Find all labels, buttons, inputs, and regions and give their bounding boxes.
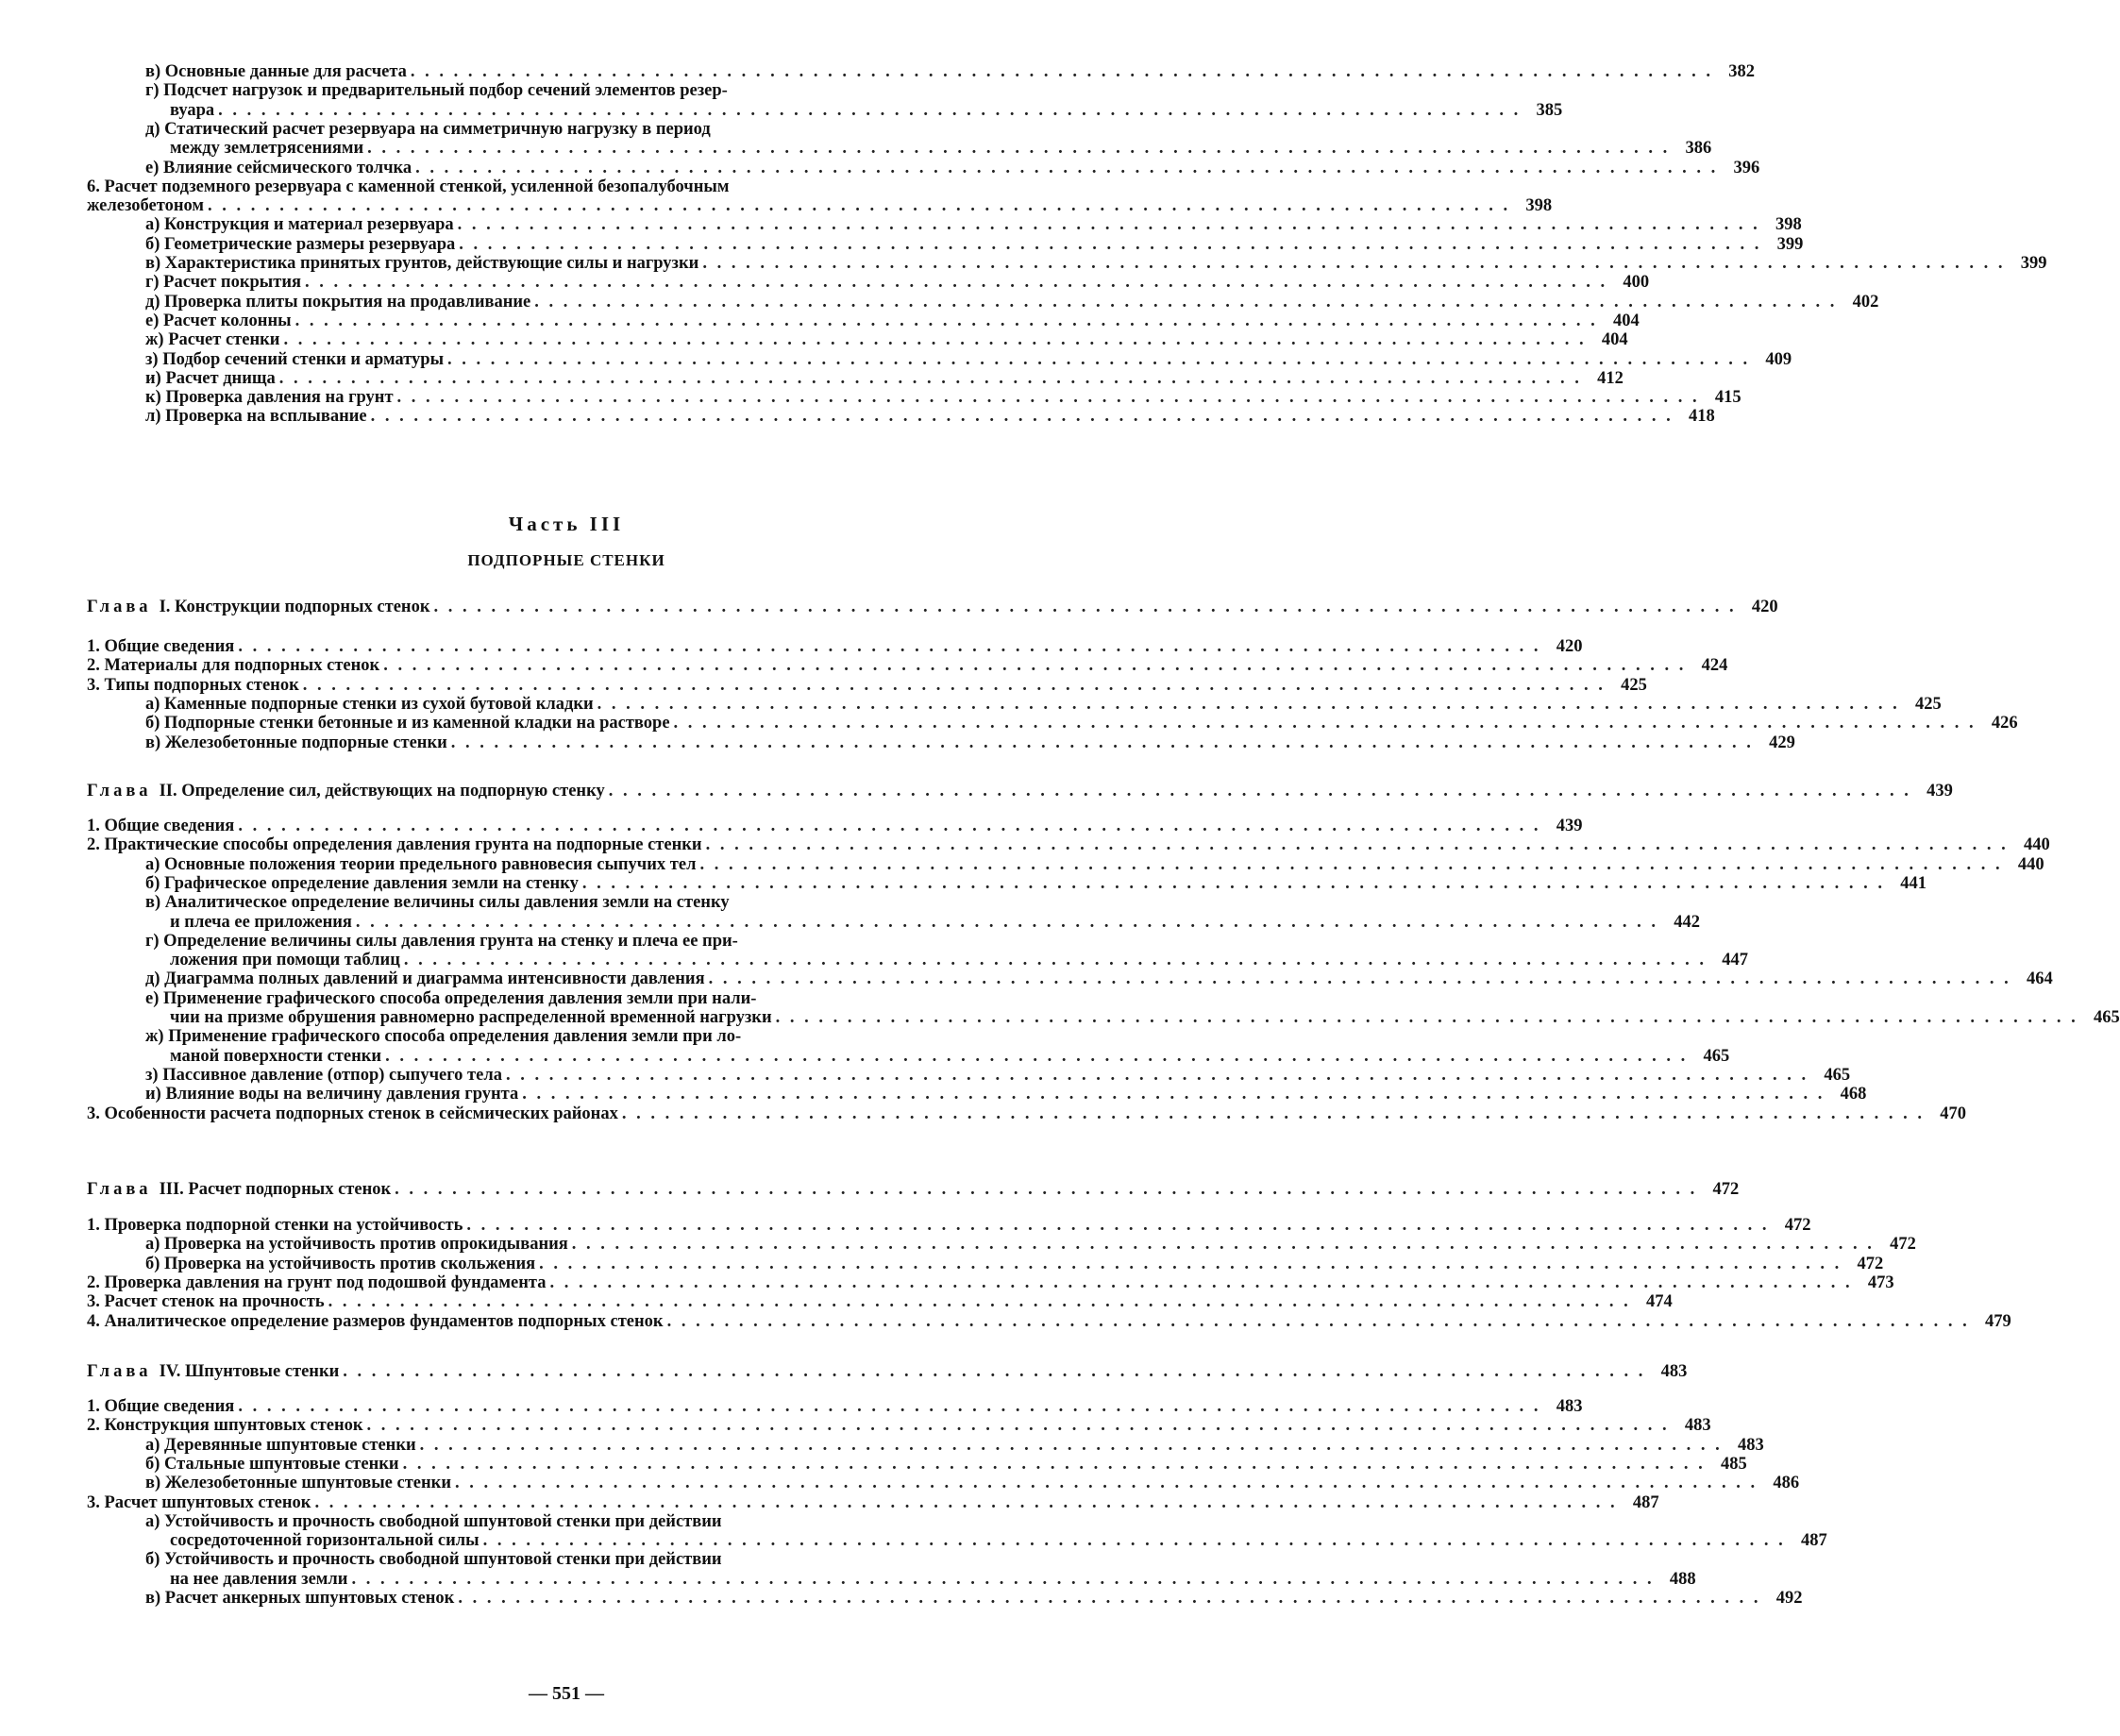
toc-entry-label: 2. Практические способы определения давления грунта на подпорные стенки: [87, 835, 702, 855]
toc-entry-continuation: чии на призме обрушения равномерно распределенной временной нагрузки: [170, 1008, 772, 1027]
toc-entry-label: б) Графическое определение давления земли на стенку: [145, 873, 579, 893]
toc-entry-label: 1. Общие сведения: [87, 1397, 235, 1416]
toc-page-number: 465: [1824, 1065, 1851, 1085]
chapter-prefix: Глава: [87, 598, 152, 616]
toc-entry[interactable]: [87, 1311, 2011, 1332]
chapter-heading[interactable]: [87, 1362, 1688, 1382]
chapter-page-number: 439: [1927, 782, 1953, 801]
toc-page-number: 488: [1669, 1569, 1696, 1589]
toc-page-number: 420: [1556, 637, 1583, 656]
toc-entry[interactable]: [145, 1254, 1884, 1274]
dot-leader: [451, 733, 1754, 753]
toc-entry-label: 3. Расчет шпунтовых стенок: [87, 1492, 311, 1512]
toc-entry[interactable]: [145, 234, 1804, 255]
toc-entry[interactable]: [170, 139, 1712, 159]
toc-entry[interactable]: [170, 912, 1701, 933]
toc-entry[interactable]: [145, 854, 2044, 875]
toc-entry-label: 1. Общие сведения: [87, 637, 235, 656]
toc-page-number: 485: [1720, 1454, 1747, 1474]
toc-page-number: 425: [1915, 694, 1942, 714]
toc-entry[interactable]: [145, 407, 1715, 427]
toc-entry-label: 3. Расчет стенок на прочность: [87, 1292, 325, 1312]
chapter-title: III. Расчет подпорных стенок: [159, 1180, 392, 1199]
toc-page-number: 442: [1674, 912, 1701, 932]
toc-page-number: 398: [1775, 215, 1802, 235]
toc-entry[interactable]: [170, 1046, 1730, 1067]
toc-entry[interactable]: [145, 330, 1628, 350]
toc-entry[interactable]: [145, 1589, 1803, 1609]
toc-entry-label: б) Проверка на устойчивость против скольжения: [145, 1254, 536, 1273]
dot-leader: [622, 1104, 1925, 1124]
toc-entry-label: 6. Расчет подземного резервуара с каменной стенкой, усиленной безопалубочным: [87, 177, 730, 196]
toc-entry[interactable]: [170, 1008, 2120, 1028]
toc-page-number: 472: [1784, 1216, 1811, 1235]
toc-page-number: 441: [1900, 873, 1927, 893]
dot-leader: [483, 1531, 1786, 1551]
toc-entry-label: г) Расчет покрытия: [145, 273, 301, 293]
toc-entry-label: в) Расчет анкерных шпунтовых стенок: [145, 1589, 455, 1608]
toc-page-number: 447: [1722, 951, 1748, 970]
toc-entry-label: б) Стальные шпунтовые стенки: [145, 1454, 399, 1474]
dot-leader: [238, 637, 1540, 657]
dot-leader: [572, 1235, 1875, 1255]
toc-entry-label: г) Подсчет нагрузок и предварительный подбор сечений элементов резер-: [145, 81, 728, 101]
toc-entry-label: д) Диаграмма полных давлений и диаграмма интенсивности давления: [145, 969, 705, 989]
dot-leader: [351, 1570, 1654, 1590]
toc-page-number: 440: [2023, 835, 2050, 855]
toc-entry[interactable]: [145, 1435, 1764, 1456]
toc-page-number: 483: [1684, 1416, 1711, 1436]
toc-entry[interactable]: [87, 1492, 1659, 1513]
toc-page-number: 418: [1688, 407, 1715, 427]
dot-leader: [674, 714, 1977, 733]
toc-page-number: 472: [1890, 1235, 1916, 1255]
toc-entry[interactable]: [145, 714, 2018, 733]
dot-leader: [218, 101, 1521, 121]
toc-entry[interactable]: [145, 388, 1741, 408]
dot-leader: [395, 1180, 1697, 1200]
toc-entry-label: б) Подпорные стенки бетонные и из каменной кладки на растворе: [145, 714, 670, 733]
toc-entry-label: и) Влияние воды на величину давления грунта: [145, 1085, 519, 1104]
dot-leader: [305, 273, 1607, 293]
toc-entry[interactable]: [170, 1531, 1827, 1551]
toc-entry[interactable]: [145, 1065, 1851, 1086]
toc-entry-label: а) Каменные подпорные стенки из сухой бутовой кладки: [145, 694, 594, 714]
toc-entry[interactable]: [87, 1273, 1894, 1293]
toc-entry-label: ж) Расчет стенки: [145, 330, 280, 350]
toc-page-number: 487: [1800, 1531, 1827, 1551]
toc-entry-label: к) Проверка давления на грунт: [145, 388, 394, 408]
dot-leader: [776, 1008, 2078, 1028]
toc-entry-label: е) Влияние сейсмического толчка: [145, 158, 412, 177]
dot-leader: [709, 969, 2011, 989]
toc-entry[interactable]: [145, 1474, 1800, 1493]
dot-leader: [522, 1085, 1825, 1104]
dot-leader: [404, 951, 1707, 970]
toc-entry-label: з) Подбор сечений стенки и арматуры: [145, 349, 445, 369]
toc-entry-label: 1. Проверка подпорной стенки на устойчивость: [87, 1216, 463, 1235]
dot-leader: [667, 1312, 1970, 1332]
toc-entry-continuation: между землетрясениями: [170, 139, 364, 159]
toc-page-number: 486: [1773, 1474, 1800, 1493]
toc-entry-label: в) Характеристика принятых грунтов, действующие силы и нагрузки: [145, 254, 699, 273]
dot-leader: [415, 159, 1718, 178]
toc-entry-label: в) Железобетонные подпорные стенки: [145, 733, 447, 752]
toc-page-number: 398: [1525, 196, 1553, 216]
toc-entry[interactable]: [145, 1235, 1916, 1255]
toc-page-number: 483: [1556, 1397, 1583, 1416]
dot-leader: [455, 1474, 1758, 1493]
dot-leader: [367, 139, 1670, 159]
toc-entry-label: е) Применение графического способа определения давления земли при нали-: [145, 988, 757, 1008]
toc-entry[interactable]: [145, 158, 1760, 178]
toc-page-number: 470: [1940, 1104, 1966, 1123]
toc-entry-label: а) Устойчивость и прочность свободной шпунтовой стенки при действии: [145, 1511, 722, 1531]
toc-entry[interactable]: [87, 675, 1647, 696]
dot-leader: [466, 1216, 1769, 1236]
chapter-page-number: 483: [1660, 1362, 1688, 1381]
toc-page-number: 404: [1612, 311, 1640, 330]
dot-leader: [706, 835, 2009, 855]
toc-page-number: 440: [2017, 854, 2044, 874]
toc-entry[interactable]: [87, 1292, 1673, 1312]
dot-leader: [459, 235, 1761, 255]
dot-leader: [367, 1416, 1670, 1436]
toc-entry[interactable]: [87, 1216, 1811, 1236]
dot-leader: [238, 1397, 1540, 1417]
part-title: Часть III: [508, 513, 625, 535]
toc-entry[interactable]: [145, 273, 1650, 293]
dot-leader: [534, 293, 1837, 312]
toc-entry[interactable]: [145, 873, 1927, 894]
toc-entry[interactable]: [145, 733, 1795, 753]
dot-leader: [597, 695, 1900, 715]
toc-entry[interactable]: [145, 1454, 1747, 1475]
toc-page-number: 385: [1536, 100, 1563, 120]
dot-leader: [420, 1436, 1723, 1456]
toc-entry-continuation: и плеча ее приложения: [170, 912, 352, 932]
chapter-prefix: Глава: [87, 1180, 152, 1199]
toc-page-number: 426: [1991, 714, 2018, 733]
toc-entry-label: а) Основные положения теории предельного равновесия сыпучих тел: [145, 854, 697, 874]
dot-leader: [506, 1066, 1809, 1086]
dot-leader: [609, 782, 1911, 801]
chapter-title: I. Конструкции подпорных стенок: [159, 598, 430, 616]
toc-entry-label: а) Деревянные шпунтовые стенки: [145, 1435, 416, 1455]
dot-leader: [403, 1455, 1706, 1475]
toc-entry-continuation: вуара: [170, 100, 215, 120]
dot-leader: [397, 388, 1700, 408]
toc-page-number: 415: [1714, 388, 1741, 408]
toc-entry-label: 2. Материалы для подпорных стенок: [87, 656, 380, 676]
dot-leader: [702, 254, 2005, 274]
toc-page-number: 425: [1621, 675, 1647, 695]
toc-entry[interactable]: [87, 1104, 1966, 1124]
dot-leader: [343, 1362, 1645, 1382]
toc-entry-label: 4. Аналитическое определение размеров фундаментов подпорных стенок: [87, 1311, 664, 1331]
toc-entry-label: а) Конструкция и материал резервуара: [145, 215, 454, 235]
toc-page-number: 429: [1769, 733, 1795, 752]
toc-entry-continuation: маной поверхности стенки: [170, 1046, 382, 1066]
toc-entry-label: 1. Общие сведения: [87, 817, 235, 835]
toc-entry[interactable]: [145, 215, 1802, 235]
toc-entry-label: и) Расчет днища: [145, 368, 276, 388]
part-subtitle: ПОДПОРНЫЕ СТЕНКИ: [467, 551, 665, 569]
chapter-heading[interactable]: [87, 1180, 1740, 1200]
dot-leader: [411, 62, 1713, 82]
dot-leader: [582, 874, 1885, 894]
toc-entry[interactable]: [87, 196, 1553, 216]
toc-entry-label: в) Основные данные для расчета: [145, 62, 407, 81]
toc-page-number: 404: [1601, 330, 1628, 350]
toc-entry[interactable]: [145, 368, 1624, 389]
toc-entry[interactable]: [87, 817, 1583, 836]
dot-leader: [279, 369, 1582, 389]
toc-page-number: 400: [1623, 273, 1650, 293]
toc-page-number: 465: [2094, 1008, 2120, 1027]
toc-entry-label: д) Статический расчет резервуара на симметричную нагрузку в период: [145, 119, 711, 139]
toc-entry[interactable]: [145, 349, 1792, 370]
toc-entry-label: л) Проверка на всплывание: [145, 407, 367, 427]
toc-page-number: 399: [2020, 254, 2047, 273]
toc-entry-label: 2. Конструкция шпунтовых стенок: [87, 1416, 363, 1436]
toc-page-number: 468: [1840, 1085, 1867, 1104]
toc-entry[interactable]: [87, 1416, 1711, 1436]
dot-leader: [458, 215, 1760, 235]
toc-entry-label: 2. Проверка давления на грунт под подошвой фундамента: [87, 1273, 547, 1292]
toc-page-number: 399: [1776, 234, 1804, 254]
toc-page-number: 479: [1984, 1311, 2011, 1331]
toc-entry-label: а) Проверка на устойчивость против опрокидывания: [145, 1235, 568, 1255]
toc-page-number: 465: [1703, 1046, 1730, 1066]
toc-page-number: 472: [1857, 1254, 1884, 1273]
chapter-heading[interactable]: [87, 782, 1953, 801]
toc-page-number: 412: [1597, 368, 1624, 388]
toc-page-number: 386: [1685, 139, 1712, 159]
toc-entry[interactable]: [87, 1397, 1583, 1417]
toc-page-number: 492: [1775, 1589, 1803, 1608]
dot-leader: [283, 330, 1586, 350]
dot-leader: [208, 196, 1510, 216]
toc-entry-continuation: железобетоном: [87, 196, 205, 216]
toc-entry-label: 3. Типы подпорных стенок: [87, 675, 299, 695]
chapter-page-number: 472: [1712, 1180, 1740, 1199]
toc-page-number: 487: [1632, 1492, 1659, 1512]
toc-page-number: 474: [1646, 1292, 1673, 1312]
dot-leader: [447, 350, 1750, 370]
chapter-heading[interactable]: [87, 598, 1778, 617]
toc-page-number: 483: [1738, 1435, 1764, 1455]
toc-entry[interactable]: [145, 254, 2047, 274]
toc-entry[interactable]: [87, 835, 2050, 855]
dot-leader: [295, 312, 1598, 331]
toc-entry[interactable]: [170, 1569, 1696, 1590]
toc-page-number: 473: [1867, 1273, 1894, 1292]
dot-leader: [328, 1292, 1631, 1312]
toc-entry-label: з) Пассивное давление (отпор) сыпучего тела: [145, 1065, 502, 1085]
toc-entry[interactable]: [145, 292, 1879, 312]
toc-page-number: 402: [1852, 292, 1879, 312]
toc-entry-continuation: сосредоточенной горизонтальной силы: [170, 1531, 480, 1551]
toc-entry-label: д) Проверка плиты покрытия на продавливание: [145, 292, 531, 312]
dot-leader: [371, 407, 1674, 427]
dot-leader: [385, 1047, 1688, 1067]
chapter-prefix: Глава: [87, 782, 152, 801]
toc-entry-continuation: на нее давления земли: [170, 1569, 348, 1589]
toc-entry-label: г) Определение величины силы давления грунта на стенку и плеча ее при-: [145, 931, 738, 951]
toc-entry-label: б) Устойчивость и прочность свободной шпунтовой стенки при действии: [145, 1550, 722, 1570]
toc-page-number: 382: [1728, 62, 1756, 81]
toc-entry[interactable]: [87, 637, 1583, 657]
chapter-page-number: 420: [1751, 598, 1778, 616]
dot-leader: [314, 1493, 1617, 1513]
dot-leader: [549, 1273, 1852, 1293]
toc-entry[interactable]: [170, 100, 1563, 121]
dot-leader: [433, 598, 1736, 617]
toc-entry-label: 3. Особенности расчета подпорных стенок в сейсмических районах: [87, 1104, 618, 1123]
toc-entry-continuation: ложения при помощи таблиц: [170, 951, 400, 970]
toc-page-number: 439: [1556, 817, 1583, 835]
toc-entry-label: ж) Применение графического способа определения давления земли при ло-: [145, 1027, 742, 1047]
toc-entry-label: б) Геометрические размеры резервуара: [145, 234, 456, 254]
chapter-prefix: Глава: [87, 1362, 152, 1381]
dot-leader: [238, 817, 1540, 836]
toc-entry[interactable]: [170, 951, 1748, 970]
dot-leader: [458, 1589, 1760, 1609]
toc-entry-label: в) Аналитическое определение величины силы давления земли на стенку: [145, 893, 730, 913]
toc-entry[interactable]: [145, 969, 2053, 989]
toc-page-number: 424: [1701, 656, 1728, 676]
toc-entry[interactable]: [145, 694, 1942, 715]
dot-leader: [303, 676, 1606, 696]
dot-leader: [699, 855, 2002, 875]
page-number: — 551 —: [529, 1683, 604, 1704]
toc-entry[interactable]: [145, 311, 1640, 331]
toc-page-number: 464: [2026, 969, 2053, 989]
toc-entry[interactable]: [87, 656, 1728, 676]
toc-entry[interactable]: [145, 62, 1756, 82]
toc-entry-label: е) Расчет колонны: [145, 311, 292, 330]
chapter-title: II. Определение сил, действующих на подпорную стенку: [159, 782, 605, 801]
toc-entry[interactable]: [145, 1085, 1867, 1104]
dot-leader: [356, 913, 1658, 933]
toc-entry-label: в) Железобетонные шпунтовые стенки: [145, 1474, 451, 1493]
toc-page-number: 396: [1733, 158, 1760, 177]
chapter-title: IV. Шпунтовые стенки: [159, 1362, 340, 1381]
dot-leader: [539, 1255, 1842, 1274]
dot-leader: [383, 656, 1686, 676]
toc-page-number: 409: [1765, 349, 1792, 369]
